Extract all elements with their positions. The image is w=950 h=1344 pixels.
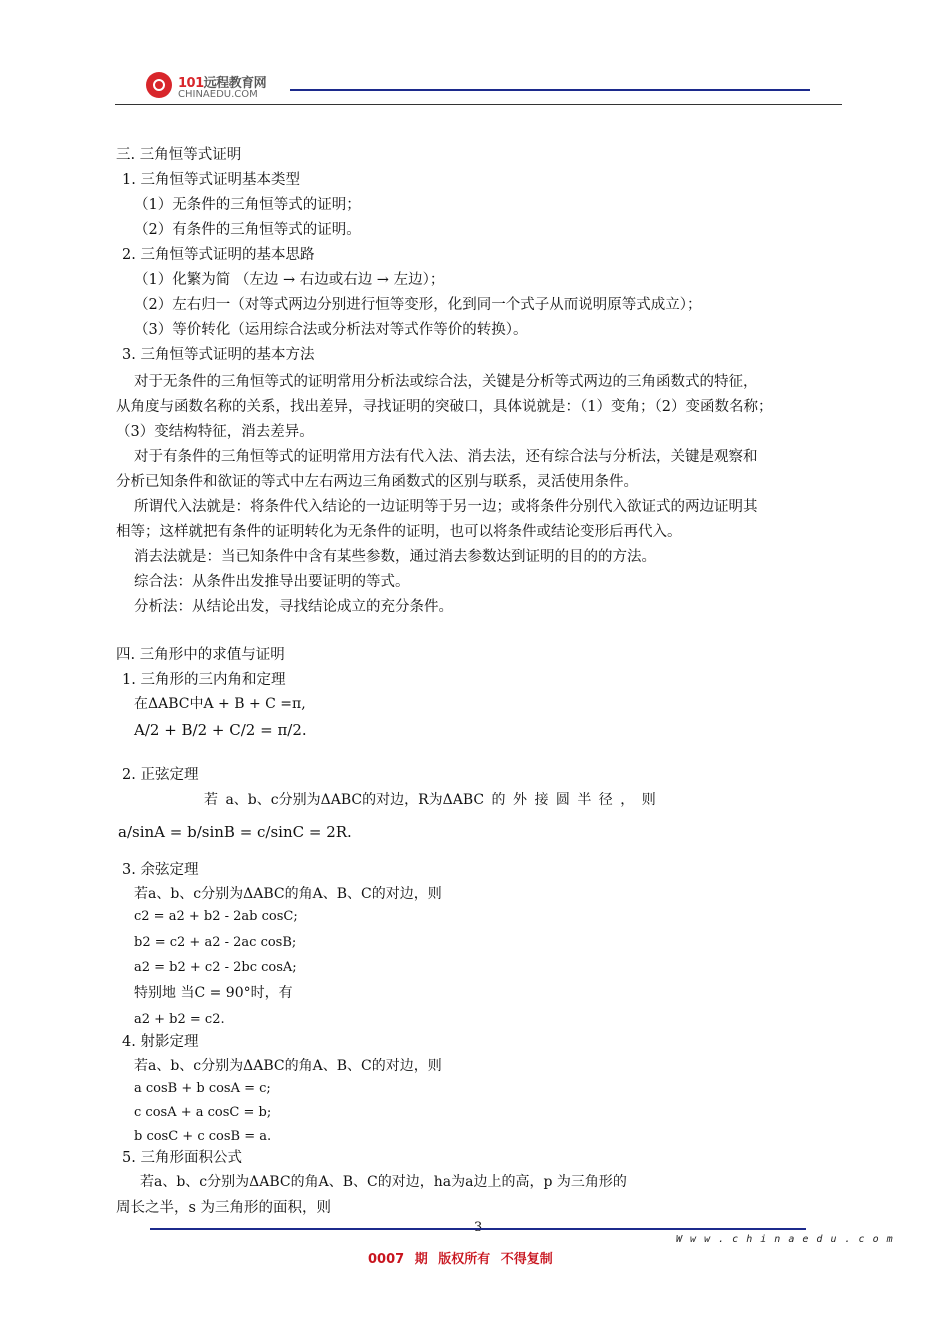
s3-item-2c: （3）等价转化（运用综合法或分析法对等式作等价的转换）。 [134, 322, 528, 338]
s4-heading-1: 1. 三角形的三内角和定理 [122, 672, 286, 688]
logo-chinese-text: 101远程教育网 [178, 76, 267, 91]
s3-paragraph-5: 综合法：从条件出发推导出要证明的等式。 [134, 574, 410, 590]
area-formula-statement-cont: 周长之半，s 为三角形的面积，则 [116, 1200, 332, 1216]
s3-paragraph-3-cont: 相等；这样就把有条件的证明转化为无条件的证明，也可以将条件或结论变形后再代入。 [116, 524, 682, 540]
cosine-law-formula-b: b2 = c2 + a2 - 2ac cosB; [134, 935, 297, 950]
s3-paragraph-3: 所谓代入法就是：将条件代入结论的一边证明等于另一边；或将条件分别代入欲证式的两边证明其 [134, 499, 758, 515]
projection-formula-a: b cosC + c cosB = a. [134, 1129, 272, 1144]
angle-sum-formula: 在ΔABC中A + B + C =π, [134, 696, 306, 712]
logo-mark-icon [146, 72, 172, 98]
footer-copyright: 0007 期 版权所有 不得复制 [368, 1252, 553, 1267]
cosine-law-formula-a: a2 = b2 + c2 - 2bc cosA; [134, 960, 297, 975]
projection-formula-b: c cosA + a cosC = b; [134, 1105, 272, 1120]
s3-item-1b: （2）有条件的三角恒等式的证明。 [134, 222, 361, 238]
projection-law-statement: 若a、b、c分别为ΔABC的角A、B、C的对边，则 [134, 1058, 442, 1074]
s4-heading-2: 2. 正弦定理 [122, 767, 199, 783]
footer-rule [150, 1228, 806, 1230]
s3-paragraph-6: 分析法：从结论出发，寻找结论成立的充分条件。 [134, 599, 453, 615]
s4-heading-3: 3. 余弦定理 [122, 862, 199, 878]
s3-item-1a: （1）无条件的三角恒等式的证明； [134, 197, 361, 213]
chinaedu-logo [146, 70, 286, 104]
s3-paragraph-2-cont: 分析已知条件和欲证的等式中左右两边三角函数式的区别与联系，灵活使用条件。 [116, 474, 638, 490]
s3-paragraph-4: 消去法就是：当已知条件中含有某些参数，通过消去参数达到证明的目的的方法。 [134, 549, 656, 565]
pythagorean-formula: a2 + b2 = c2. [134, 1012, 225, 1027]
right-angle-special-case: 特别地 当C = 90°时，有 [134, 985, 293, 1001]
s3-paragraph-1-cont: 从角度与函数名称的关系，找出差异，寻找证明的突破口，具体说就是：（1）变角；（2）变函数名称； [116, 399, 773, 415]
s3-paragraph-2: 对于有条件的三角恒等式的证明常用方法有代入法、消去法，还有综合法与分析法，关键是观察和 [134, 449, 758, 465]
s3-heading-2: 2. 三角恒等式证明的基本思路 [122, 247, 315, 263]
s3-heading-3: 3. 三角恒等式证明的基本方法 [122, 347, 315, 363]
sine-law-formula: a/sinA = b/sinB = c/sinC = 2R. [118, 823, 352, 841]
s4-heading-5: 5. 三角形面积公式 [122, 1150, 242, 1166]
sine-law-statement: 若 a、b、c分别为ΔABC的对边，R为ΔABC 的 外 接 圆 半 径 ， 则 [204, 792, 656, 808]
projection-formula-c: a cosB + b cosA = c; [134, 1081, 271, 1096]
half-angle-sum-formula: A/2 + B/2 + C/2 = π/2. [134, 721, 307, 739]
s3-item-2b: （2）左右归一（对等式两边分别进行恒等变形，化到同一个式子从而说明原等式成立）； [134, 297, 702, 313]
s4-heading-4: 4. 射影定理 [122, 1034, 199, 1050]
section-3-title: 三. 三角恒等式证明 [116, 147, 242, 163]
s3-heading-1: 1. 三角恒等式证明基本类型 [122, 172, 300, 188]
s3-paragraph-1-end: （3）变结构特征，消去差异。 [116, 424, 314, 440]
footer-url: W w w . c h i n a e d u . c o m [676, 1234, 894, 1245]
section-4-title: 四. 三角形中的求值与证明 [116, 647, 285, 663]
s3-item-2a: （1）化繁为简 （左边 → 右边或右边 → 左边）； [134, 272, 445, 288]
area-formula-statement: 若a、b、c分别为ΔABC的角A、B、C的对边，ha为a边上的高，p 为三角形的 [140, 1174, 627, 1190]
cosine-law-formula-c: c2 = a2 + b2 - 2ab cosC; [134, 909, 298, 924]
header-rule [290, 89, 810, 91]
s3-paragraph-1: 对于无条件的三角恒等式的证明常用分析法或综合法，关键是分析等式两边的三角函数式的特征， [134, 374, 758, 390]
cosine-law-statement: 若a、b、c分别为ΔABC的角A、B、C的对边，则 [134, 886, 442, 902]
header-divider [115, 104, 842, 105]
logo-english-text: CHINAEDU.COM [178, 89, 258, 100]
